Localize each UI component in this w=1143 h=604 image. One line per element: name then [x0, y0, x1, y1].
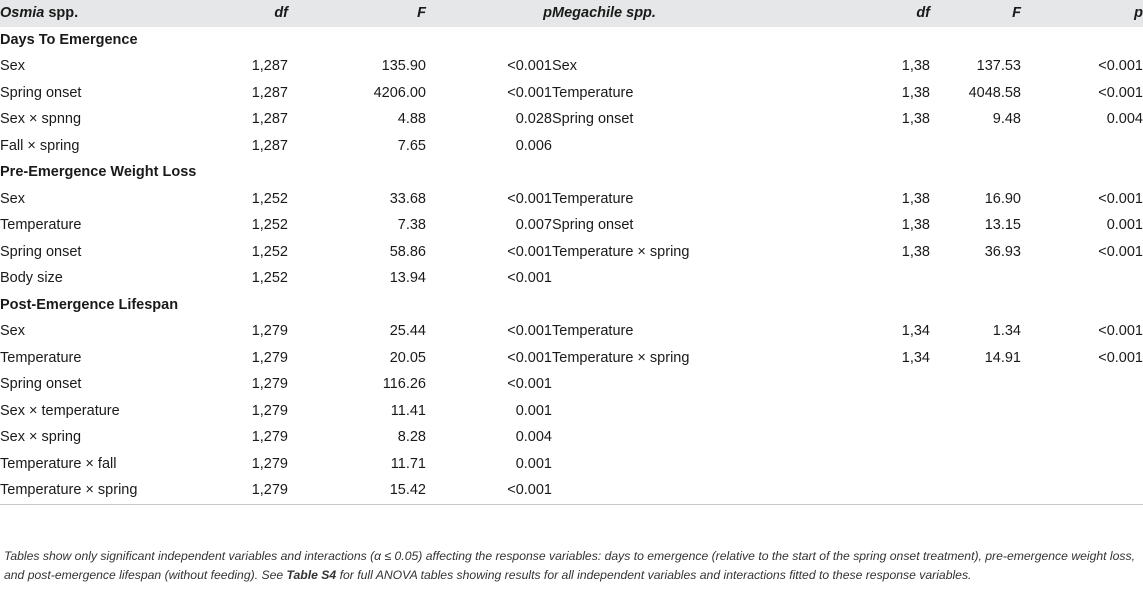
- megachile-variable-cell: Temperature × spring: [552, 349, 690, 366]
- megachile-f-cell: 4048.58: [968, 84, 1021, 101]
- section-header-row: [0, 27, 1143, 54]
- megachile-f-cell: [930, 133, 1021, 160]
- megachile-p-cell: 0.004: [1106, 111, 1143, 128]
- megachile-variable-cell: [552, 371, 807, 398]
- osmia-f-cell: 58.86: [389, 243, 426, 260]
- osmia-variable-cell: Temperature: [0, 217, 82, 234]
- megachile-df-cell: [807, 265, 930, 292]
- osmia-f-cell: 135.90: [381, 58, 426, 75]
- megachile-df-cell: 1,38: [901, 58, 930, 75]
- osmia-f-cell: 11.71: [390, 455, 426, 472]
- megachile-df-cell: [807, 371, 930, 398]
- section-title: Pre-Emergence Weight Loss: [0, 164, 197, 181]
- osmia-df-cell: 1,279: [251, 455, 288, 472]
- megachile-variable-cell: Sex: [552, 58, 577, 75]
- osmia-variable-cell: Temperature: [0, 349, 82, 366]
- osmia-variable-cell: Spring onset: [0, 243, 82, 260]
- osmia-variable-cell: Spring onset: [0, 84, 82, 101]
- megachile-f-cell: [930, 398, 1021, 425]
- table-row: [0, 424, 1143, 451]
- osmia-p-cell: <0.001: [507, 376, 552, 393]
- osmia-variable-cell: Sex: [0, 190, 25, 207]
- megachile-f-cell: 9.48: [992, 111, 1021, 128]
- megachile-df-cell: 1,34: [901, 323, 930, 340]
- header-osmia-genus: Osmia: [0, 5, 45, 22]
- footnote-text-after: for full ANOVA tables showing results for all independent variables and interactions fitted to these response variables.: [336, 568, 972, 582]
- header-osmia: [0, 0, 205, 27]
- megachile-df-cell: [807, 424, 930, 451]
- megachile-p-cell: [1021, 451, 1143, 478]
- section-title: Days To Emergence: [0, 31, 138, 48]
- table-row: [0, 53, 1143, 80]
- megachile-df-cell: 1,34: [901, 349, 930, 366]
- megachile-p-cell: [1021, 371, 1143, 398]
- table-row: [0, 186, 1143, 213]
- osmia-df-cell: 1,287: [251, 137, 288, 154]
- table-row: [0, 212, 1143, 239]
- table-body: [0, 27, 1143, 505]
- header-p-right: p: [1134, 5, 1143, 22]
- megachile-f-cell: 16.90: [984, 190, 1021, 207]
- osmia-p-cell: 0.001: [515, 455, 552, 472]
- osmia-df-cell: 1,252: [251, 190, 288, 207]
- osmia-df-cell: 1,279: [251, 349, 288, 366]
- megachile-df-cell: 1,38: [901, 111, 930, 128]
- megachile-variable-cell: [552, 451, 807, 478]
- megachile-p-cell: [1021, 398, 1143, 425]
- osmia-df-cell: 1,287: [251, 111, 288, 128]
- osmia-variable-cell: Spring onset: [0, 376, 82, 393]
- megachile-f-cell: [930, 424, 1021, 451]
- megachile-variable-cell: Temperature: [552, 323, 634, 340]
- osmia-f-cell: 20.05: [389, 349, 426, 366]
- header-megachile-suffix: spp.: [622, 5, 656, 22]
- megachile-f-cell: 13.15: [984, 217, 1021, 234]
- megachile-df-cell: 1,38: [901, 243, 930, 260]
- megachile-df-cell: [807, 398, 930, 425]
- osmia-f-cell: 25.44: [389, 323, 426, 340]
- megachile-variable-cell: Temperature: [552, 190, 634, 207]
- table-row: [0, 80, 1143, 107]
- header-f-right: F: [1012, 5, 1021, 22]
- osmia-f-cell: 116.26: [382, 376, 426, 393]
- osmia-variable-cell: Body size: [0, 270, 63, 287]
- osmia-df-cell: 1,279: [251, 376, 288, 393]
- section-header-row: [0, 292, 1143, 319]
- megachile-p-cell: [1021, 133, 1143, 160]
- osmia-f-cell: 15.42: [288, 477, 426, 504]
- table-row: [0, 451, 1143, 478]
- megachile-df-cell: [807, 133, 930, 160]
- osmia-variable-cell: Sex × spnng: [0, 111, 82, 128]
- osmia-variable-cell: Sex: [0, 323, 25, 340]
- megachile-f-cell: [930, 371, 1021, 398]
- osmia-p-cell: 0.001: [515, 402, 552, 419]
- megachile-p-cell: <0.001: [1098, 58, 1143, 75]
- table-row: [0, 133, 1143, 160]
- megachile-p-cell: [1021, 265, 1143, 292]
- megachile-p-cell: <0.001: [1098, 323, 1143, 340]
- osmia-p-cell: <0.001: [426, 477, 552, 504]
- table-header-row: [0, 0, 1143, 27]
- osmia-df-cell: 1,287: [251, 58, 288, 75]
- osmia-df-cell: 1,287: [251, 84, 288, 101]
- megachile-p-cell: [1021, 477, 1143, 504]
- megachile-variable-cell: [552, 398, 807, 425]
- osmia-variable-cell: Sex × spring: [0, 429, 82, 446]
- header-df-right: df: [916, 5, 930, 22]
- osmia-p-cell: <0.001: [507, 349, 552, 366]
- osmia-p-cell: <0.001: [507, 323, 552, 340]
- osmia-f-cell: 8.28: [397, 429, 426, 446]
- osmia-f-cell: 4.88: [397, 111, 426, 128]
- section-title: Post-Emergence Lifespan: [0, 296, 179, 313]
- megachile-variable-cell: [552, 133, 807, 160]
- megachile-df-cell: 1,38: [901, 190, 930, 207]
- megachile-p-cell: <0.001: [1098, 349, 1143, 366]
- osmia-f-cell: 7.38: [397, 217, 426, 234]
- osmia-df-cell: 1,279: [251, 429, 288, 446]
- megachile-f-cell: 137.53: [976, 58, 1021, 75]
- megachile-df-cell: 1,38: [901, 217, 930, 234]
- osmia-p-cell: <0.001: [507, 190, 552, 207]
- osmia-p-cell: 0.004: [515, 429, 552, 446]
- megachile-f-cell: 1.34: [992, 323, 1021, 340]
- table-row: [0, 106, 1143, 133]
- table-s4-link[interactable]: Table S4: [286, 568, 337, 582]
- megachile-f-cell: [930, 477, 1021, 504]
- osmia-variable-cell: Fall × spring: [0, 137, 80, 154]
- osmia-f-cell: 4206.00: [373, 84, 426, 101]
- megachile-p-cell: [1021, 424, 1143, 451]
- osmia-p-cell: 0.006: [515, 137, 552, 154]
- osmia-variable-cell: Sex: [0, 58, 25, 75]
- osmia-f-cell: 33.68: [389, 190, 426, 207]
- megachile-df-cell: [807, 477, 930, 504]
- megachile-variable-cell: [552, 424, 807, 451]
- osmia-variable-cell: Temperature × fall: [0, 455, 117, 472]
- megachile-df-cell: [807, 451, 930, 478]
- osmia-p-cell: 0.028: [515, 111, 552, 128]
- header-megachile-genus: Megachile: [552, 5, 623, 22]
- osmia-p-cell: 0.007: [515, 217, 552, 234]
- osmia-p-cell: <0.001: [507, 58, 552, 75]
- megachile-variable-cell: Spring onset: [552, 217, 634, 234]
- megachile-p-cell: <0.001: [1098, 243, 1143, 260]
- megachile-variable-cell: [552, 477, 807, 504]
- header-megachile: [552, 0, 807, 27]
- osmia-variable-cell: Sex × temperature: [0, 402, 120, 419]
- osmia-f-cell: 13.94: [389, 270, 426, 287]
- section-header-row: [0, 159, 1143, 186]
- table-row: [0, 265, 1143, 292]
- osmia-p-cell: <0.001: [507, 84, 552, 101]
- header-p-left: p: [543, 5, 552, 22]
- header-osmia-suffix: spp.: [44, 5, 79, 22]
- table-row: [0, 318, 1143, 345]
- megachile-p-cell: 0.001: [1106, 217, 1143, 234]
- osmia-df-cell: 1,252: [251, 243, 288, 260]
- osmia-p-cell: <0.001: [507, 270, 552, 287]
- osmia-p-cell: <0.001: [507, 243, 552, 260]
- table-row: [0, 398, 1143, 425]
- footnote-text-before: Tables show only significant independent variables and interactions (α ≤ 0.05) affecting the response variables: days to emergence (relative to the start of the spring onset treatment), pre-emergence weight loss, and post-emergence lifespan (without feeding). See: [4, 549, 1135, 582]
- osmia-df-cell: 1,279: [251, 323, 288, 340]
- megachile-f-cell: [930, 451, 1021, 478]
- megachile-f-cell: [930, 265, 1021, 292]
- osmia-df-cell: 1,279: [251, 402, 288, 419]
- osmia-variable-cell: Temperature × spring: [0, 477, 205, 504]
- osmia-f-cell: 7.65: [397, 137, 426, 154]
- header-df-left: df: [274, 5, 288, 22]
- table-row: [0, 477, 1143, 504]
- megachile-p-cell: <0.001: [1098, 84, 1143, 101]
- osmia-f-cell: 11.41: [390, 402, 426, 419]
- megachile-variable-cell: Temperature: [552, 84, 634, 101]
- megachile-variable-cell: [552, 265, 807, 292]
- megachile-f-cell: 36.93: [984, 243, 1021, 260]
- table-row: [0, 371, 1143, 398]
- osmia-df-cell: 1,279: [205, 477, 288, 504]
- table-row: [0, 239, 1143, 266]
- header-f-left: F: [417, 5, 426, 22]
- osmia-df-cell: 1,252: [251, 217, 288, 234]
- megachile-f-cell: 14.91: [984, 349, 1021, 366]
- megachile-df-cell: 1,38: [901, 84, 930, 101]
- osmia-df-cell: 1,252: [251, 270, 288, 287]
- megachile-p-cell: <0.001: [1098, 190, 1143, 207]
- megachile-variable-cell: Spring onset: [552, 111, 634, 128]
- table-footnote: [4, 547, 1140, 585]
- megachile-variable-cell: Temperature × spring: [552, 243, 690, 260]
- table-row: [0, 345, 1143, 372]
